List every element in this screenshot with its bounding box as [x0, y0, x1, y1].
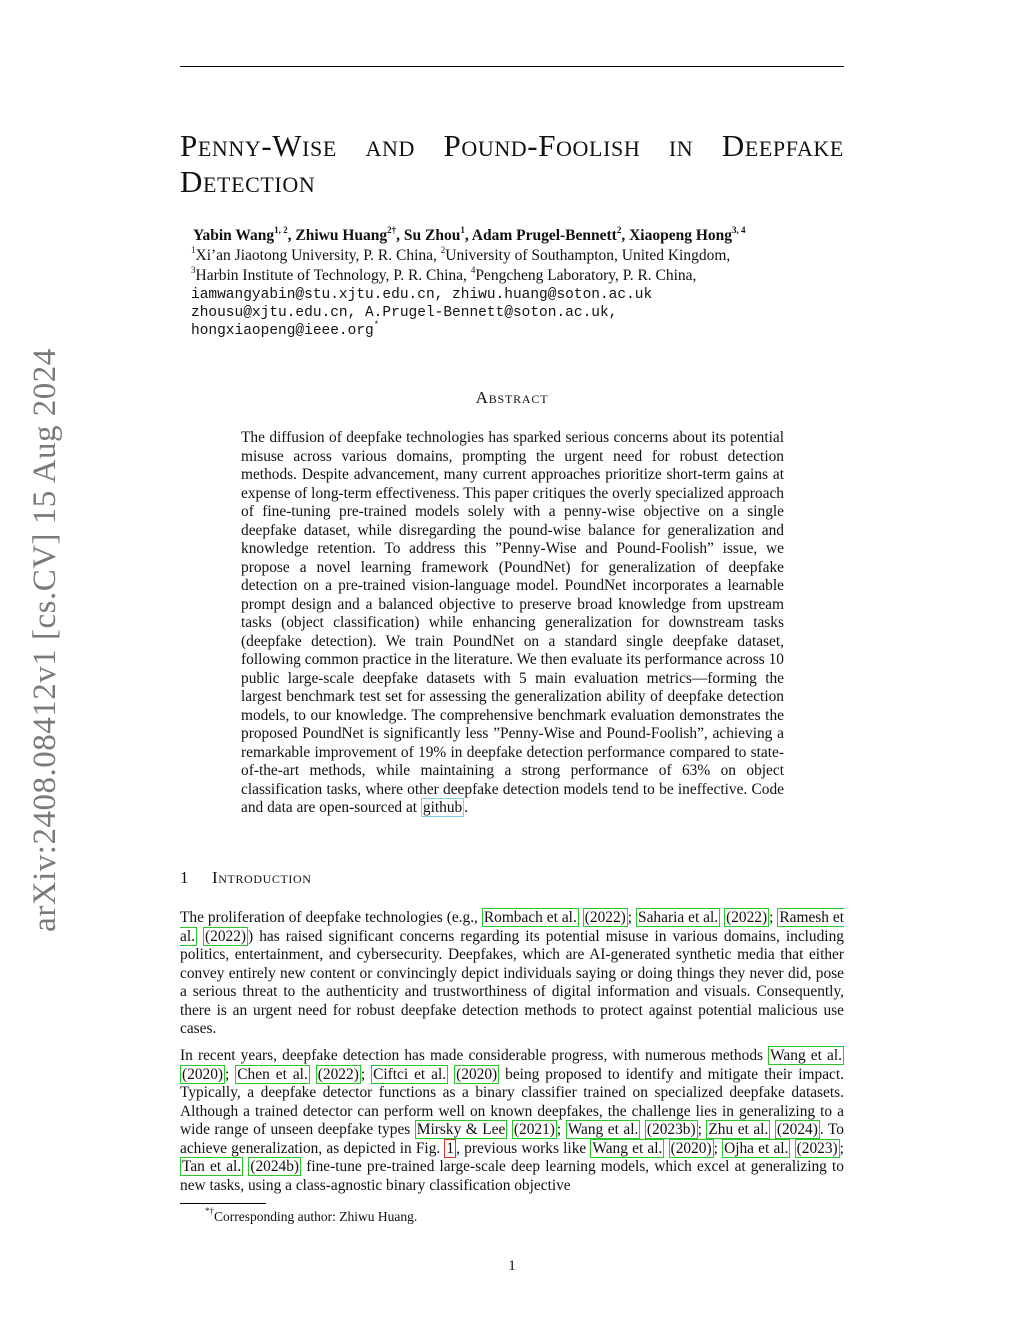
section-heading [180, 868, 844, 888]
section-number: 1 [180, 868, 190, 887]
citation-year-link[interactable]: (2020) [182, 1065, 224, 1083]
citation-year-link[interactable]: (2020) [670, 1139, 712, 1157]
title-word: and [365, 128, 415, 163]
email-line-3: hongxiaopeng@ieee.org* [191, 320, 380, 339]
citation-year-link[interactable]: (2022) [584, 909, 626, 926]
citation-year-link[interactable]: (2022) [726, 909, 768, 926]
citation-link[interactable]: Wang et al. [567, 1121, 639, 1138]
affiliation-line-2: $^3$Harbin Institute of Technology, P. R. China, $^4$Pengcheng Laboratory, P. R. China, [191, 265, 697, 284]
paper-title [180, 128, 844, 200]
abstract-heading: Abstract [475, 388, 549, 407]
top-rule [180, 66, 844, 67]
citation-year-link[interactable]: (2022) [205, 927, 247, 945]
citation-link[interactable]: Wang et al. [592, 1139, 663, 1157]
email-line-2: zhousu@xjtu.edu.cn, A.Prugel-Bennett@soton.ac.uk, [191, 305, 618, 321]
title-word: Penny-Wise [180, 128, 337, 163]
email-line-1: iamwangyabin@stu.xjtu.edu.cn, zhiwu.huang@soton.ac.uk [191, 287, 653, 303]
citation-link[interactable]: Saharia et al. [638, 909, 719, 926]
author-sup: 2 [616, 225, 622, 235]
citation-link[interactable]: Chen et al. [237, 1065, 308, 1083]
citation-link[interactable]: Wang et al. [770, 1047, 842, 1064]
citation-year-link[interactable]: (2023) [796, 1139, 838, 1157]
citation-year-link[interactable]: (2020) [456, 1065, 498, 1083]
author-sup: 2† [387, 225, 397, 235]
citation-year-link[interactable]: (2024) [776, 1121, 818, 1138]
citation-link[interactable]: Ciftci et al. [373, 1065, 447, 1083]
citation-link[interactable]: Ojha et al. [724, 1139, 789, 1157]
citation-year-link[interactable]: (2022) [317, 1065, 359, 1083]
author-name: Xiaopeng Hong [629, 227, 733, 244]
author-name: Adam Prugel-Bennett [471, 227, 617, 244]
figure-link[interactable]: 1 [446, 1139, 455, 1157]
title-word: in [668, 128, 694, 163]
citation-link[interactable]: Ramesh et al. [180, 909, 845, 945]
footnote: *†Corresponding author: Zhiwu Huang. [205, 1206, 418, 1224]
citation-year-link[interactable]: (2023b) [646, 1121, 696, 1138]
citation-link[interactable]: Tan et al. [182, 1158, 242, 1175]
affiliation-line-1: $^1$Xi’an Jiaotong University, P. R. China, $^2$University of Southampton, United Kingdom, [191, 245, 731, 264]
section-title: Introduction [212, 868, 312, 887]
citation-link[interactable]: Rombach et al. [483, 909, 577, 926]
author-name: Zhiwu Huang [295, 227, 388, 244]
arxiv-side-label: arXiv:2408.08412v1 [cs.CV] 15 Aug 2024 [26, 348, 63, 932]
intro-paragraph-1: The proliferation of deepfake technologies (e.g., Rombach et al. (2022) ; Saharia et al. (2022) ; Ramesh et al. (2022) ) has raised significant concerns regarding its potential misuse in various domains, including politics, entertainment, and cybersecurity. Deepfakes, which are AI-generated synthetic media that either convey entirely new content or convincingly depict individuals saying or doing things they never did, pose a serious threat to the authenticity and trustworthiness of digital information and visuals. Consequently, there is an urgent need for robust deepfake detection methods to protect against potential malicious use cases. [180, 909, 845, 1037]
title-line-2: Detection [180, 164, 316, 199]
title-word: Pound-Foolish [443, 128, 641, 163]
citation-year-link[interactable]: (2021) [513, 1121, 555, 1138]
page-number: 1 [508, 1258, 516, 1274]
author-sup: 1, 2 [274, 225, 288, 235]
citation-year-link[interactable]: (2024b) [250, 1158, 300, 1175]
intro-paragraph-2: In recent years, deepfake detection has made considerable progress, with numerous methods Wang et al. (2020) ; Chen et al. (2022) ; Ciftci et al. (2020) being proposed to identify and mitigate their impact. Typically, a deepfake detector functions as a binary classifier trained on specialized deepfake datasets. Although a trained detector can perform well on known deepfakes, the challenge lies in generalizing to a wide range of unseen deepfake types Mirsky & Lee (2021) ; Wang et al. (2023b) ; Zhu et al. (2024) . To achieve generalization, as depicted in Fig. 1 , previous works like Wang et al. (2020) ; Ojha et al. (2023) ; Tan et al. (2024b) fine-tune pre-trained large-scale deep learning models, which excel at generalizing to new tasks, using a class-agnostic binary classification objective [180, 1047, 844, 1194]
footnote-rule [180, 1203, 266, 1204]
author-sup: 3, 4 [732, 225, 746, 235]
citation-link[interactable]: Mirsky & Lee [416, 1121, 506, 1138]
abstract-body: The diffusion of deepfake technologies has sparked serious concerns about its potential misuse across various domains, prompting the urgent need for robust detection methods. Despite advancement, many current approaches prioritize short-term gains at expense of long-term effectiveness. This paper critiques the overly specialized approach of fine-tuning pre-trained models solely with a penny-wise objective on a single deepfake dataset, while disregarding the pound-wise balance for generalization and knowledge retention. To address this ”Penny-Wise and Pound-Foolish” issue, we propose a novel learning framework (PoundNet) for generalization of deepfake detection on a pre-trained vision-language model. PoundNet incorporates a learnable prompt design and a balanced objective to preserve broad knowledge from upstream tasks (object classification) while enhancing generalization for downstream tasks (deepfake detection). We train PoundNet on a standard single deepfake dataset, following common practice in the literature. We then evaluate its performance across 10 public large-scale deepfake datasets with 5 main evaluation metrics—forming the largest benchmark test set for assessing the generalization ability of deepfake detection models, to our knowledge. The comprehensive benchmark evaluation demonstrates the proposed PoundNet is significantly less ”Penny-Wise and Pound-Foolish”, achieving a remarkable improvement of 19% in deepfake detection performance compared to state-of-the-art methods, while maintaining a strong performance of 63% on object classification tasks, where other deepfake detection models tend to be ineffective. Code and data are open-sourced at github . [241, 429, 784, 816]
author-name: Yabin Wang [193, 227, 275, 244]
author-sup: 1 [460, 225, 465, 235]
author-list: Yabin Wang$^{1, 2}$, Zhiwu Huang$^{2\dagger}$, Su Zhou$^1$, Adam Prugel-Bennett$^2$, Xiaopeng Hong$^{3, 4}$ [193, 225, 746, 244]
github-link[interactable]: github [422, 799, 463, 816]
title-word: Deepfake [721, 128, 844, 163]
author-name: Su Zhou [403, 227, 461, 244]
citation-link[interactable]: Zhu et al. [708, 1121, 769, 1138]
